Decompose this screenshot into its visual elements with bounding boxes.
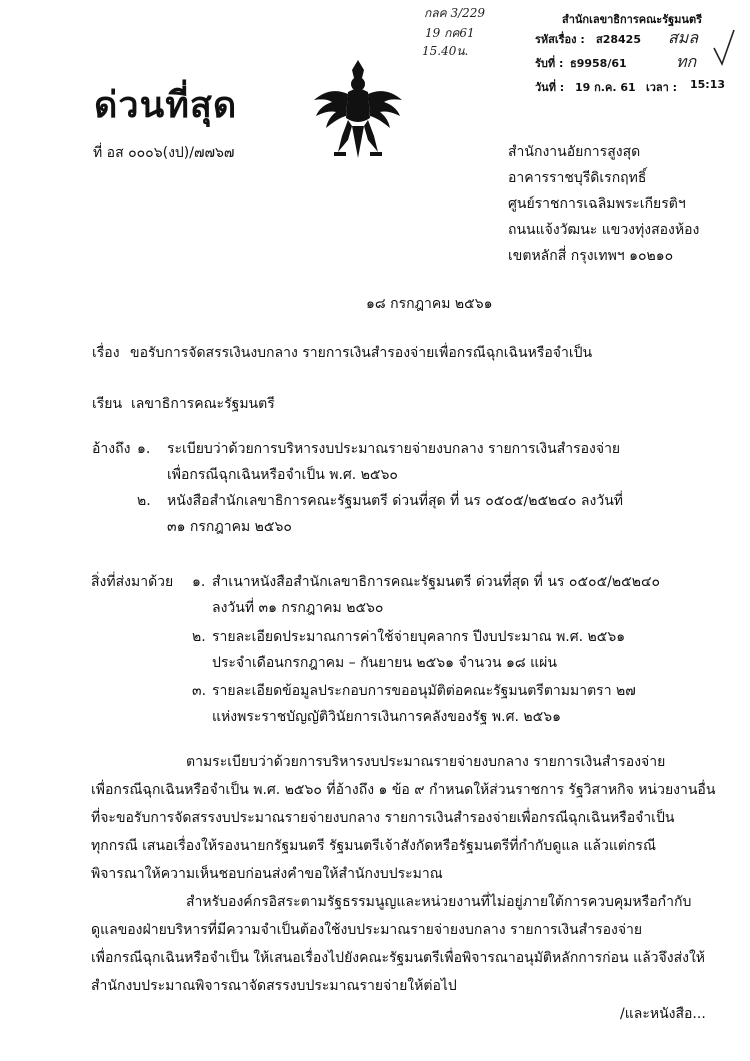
stamp-recv-no: ธ9958/61 [570,57,627,70]
enclosures-label: สิ่งที่ส่งมาด้วย [91,574,174,590]
enclosure-line: รายละเอียดข้อมูลประกอบการขออนุมัติต่อคณะรัฐมนตรีตามมาตรา ๒๗ [212,683,636,699]
body-line: ที่จะขอรับการจัดสรรงบประมาณรายจ่ายงบกลาง รายการเงินสำรองจ่ายเพื่อกรณีฉุกเฉินหรือจำเป็น [91,810,675,826]
handwritten-register-no: กลค 3/229 [424,6,486,20]
body-line: ตามระเบียบว่าด้วยการบริหารงบประมาณรายจ่ายงบกลาง รายการเงินสำรองจ่าย [186,754,666,770]
reference-number-1: ๑. [137,441,151,457]
reference-line: หนังสือสำนักเลขาธิการคณะรัฐมนตรี ด่วนที่สุด ที่ นร ๐๕๐๕/๒๕๒๔๐ ลงวันที่ [167,493,623,509]
recipient-text: เลขาธิการคณะรัฐมนตรี [131,396,275,412]
address-line: สำนักงานอัยการสูงสุด [508,144,641,160]
handwritten-initials: สมล [668,28,699,47]
address-line: ศูนย์ราชการเฉลิมพระเกียรติฯ [508,196,686,212]
stamp-time: 15:13 [690,78,726,91]
body-line: เพื่อกรณีฉุกเฉินหรือจำเป็น พ.ศ. ๒๕๖๐ ที่อ้างถึง ๑ ข้อ ๙ กำหนดให้ส่วนราชการ รัฐวิสาหกิจ หน่วยงานอื่น [91,782,716,798]
subject-text: ขอรับการจัดสรรเงินงบกลาง รายการเงินสำรองจ่ายเพื่อกรณีฉุกเฉินหรือจำเป็น [130,345,593,361]
enclosure-line: สำเนาหนังสือสำนักเลขาธิการคณะรัฐมนตรี ด่วนที่สุด ที่ นร ๐๕๐๕/๒๕๒๔๐ [212,574,661,590]
body-line: เพื่อกรณีฉุกเฉินหรือจำเป็น ให้เสนอเรื่องไปยังคณะรัฐมนตรีเพื่อพิจารณาอนุมัติหลักการก่อน แล้วจึงส่งให้ [91,950,706,966]
body-line: พิจารณาให้ความเห็นชอบก่อนส่งคำขอให้สำนักงบประมาณ [91,866,443,882]
handwritten-date: 19 กค61 [425,26,475,40]
reference-number-2: ๒. [137,493,151,509]
body-line: สำหรับองค์กรอิสระตามรัฐธรรมนูญและหน่วยงานที่ไม่อยู่ภายใต้การควบคุมหรือกำกับ [186,894,692,910]
references-label: อ้างถึง [92,441,131,457]
body-line: สำนักงบประมาณพิจารณาจัดสรรงบประมาณรายจ่ายให้ต่อไป [91,978,457,994]
urgency-mark: ด่วนที่สุด [94,85,238,126]
stamp-date-label: วันที่ : [535,81,565,94]
enclosure-line: แห่งพระราชบัญญัติวินัยการเงินการคลังของรัฐ พ.ศ. ๒๕๖๑ [212,709,561,725]
handwritten-initials-2: ทก [676,52,697,71]
reference-number: ที่ อส ๐๐๐๖(งป)/๗๗๖๗ [93,145,235,161]
stamp-time-label: เวลา : [646,81,678,94]
handwritten-time: 15.40น. [422,44,469,58]
checkmark-icon [712,28,736,68]
address-line: อาคารราชบุรีดิเรกฤทธิ์ [508,170,647,186]
enclosure-line: รายละเอียดประมาณการค่าใช้จ่ายบุคลากร ปีงบประมาณ พ.ศ. ๒๕๖๑ [212,629,626,645]
body-line: ทุกกรณี เสนอเรื่องให้รองนายกรัฐมนตรี รัฐมนตรีเจ้าสังกัดหรือรัฐมนตรีที่กำกับดูแล แล้วแต่กรณี [91,838,656,854]
body-line: ดูแลของฝ่ายบริหารที่มีความจำเป็นต้องใช้งบประมาณรายจ่ายงบกลาง รายการเงินสำรองจ่าย [91,922,643,938]
subject-label: เรื่อง [92,345,120,361]
address-line: เขตหลักสี่ กรุงเทพฯ ๑๐๒๑๐ [508,248,674,264]
address-line: ถนนแจ้งวัฒนะ แขวงทุ่งสองห้อง [508,222,700,238]
enclosure-number-1: ๑. [192,574,206,590]
stamp-agency: สำนักเลขาธิการคณะรัฐมนตรี [562,13,702,26]
enclosure-number-3: ๓. [192,683,207,699]
reference-line: ระเบียบว่าด้วยการบริหารงบประมาณรายจ่ายงบกลาง รายการเงินสำรองจ่าย [167,441,621,457]
recipient-label: เรียน [92,396,123,412]
letter-date: ๑๘ กรกฎาคม ๒๕๖๑ [366,296,493,312]
enclosure-line: ประจำเดือนกรกฎาคม – กันยายน ๒๕๖๑ จำนวน ๑๘ แผ่น [212,655,557,671]
enclosure-number-2: ๒. [192,629,206,645]
stamp-doc-no-label: รหัสเรื่อง : [535,33,585,46]
reference-line: ๓๑ กรกฎาคม ๒๕๖๐ [167,519,292,535]
continuation-marker: /และหนังสือ... [620,1006,706,1022]
enclosure-line: ลงวันที่ ๓๑ กรกฎาคม ๒๕๖๐ [212,600,384,616]
stamp-recv-no-label: รับที่ : [535,57,564,70]
stamp-doc-no: ส28425 [596,33,641,46]
stamp-date: 19 ก.ค. 61 [575,81,636,94]
garuda-emblem-icon [308,56,408,162]
reference-line: เพื่อกรณีฉุกเฉินหรือจำเป็น พ.ศ. ๒๕๖๐ [167,467,398,483]
